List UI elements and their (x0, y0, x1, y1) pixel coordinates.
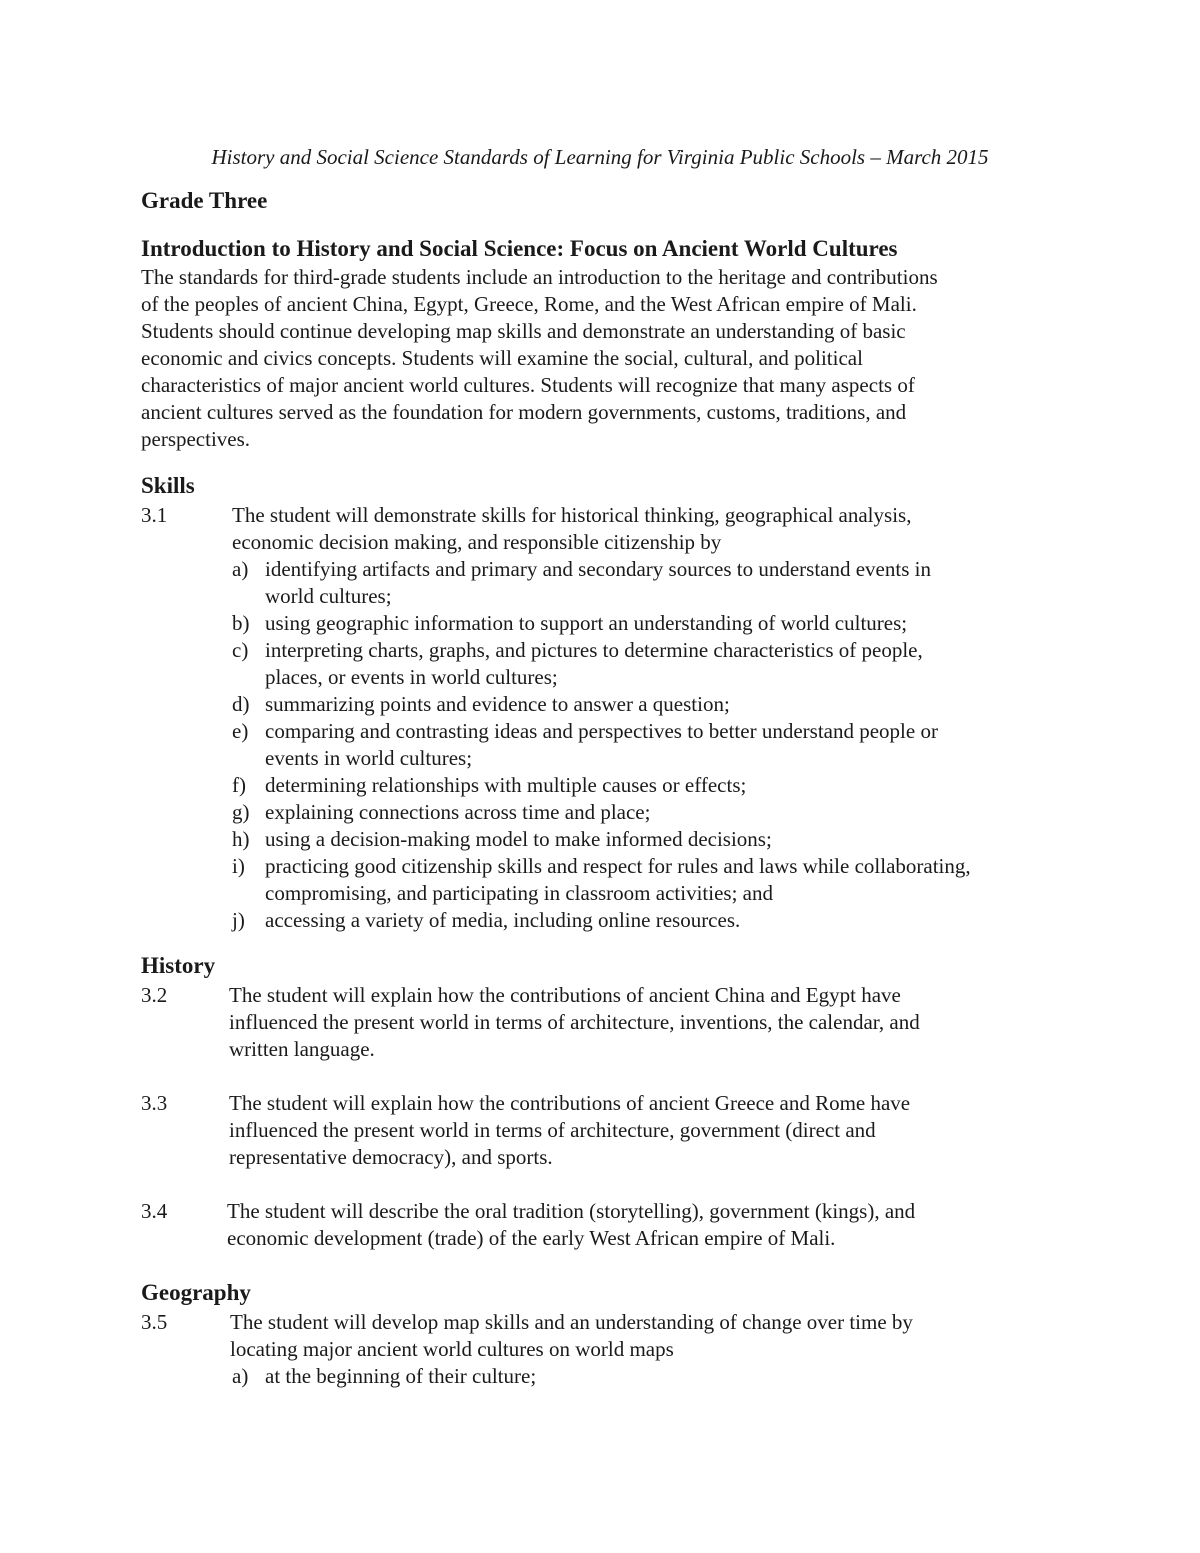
item-line: at the beginning of their culture; (265, 1364, 537, 1388)
standard-text (229, 1090, 910, 1171)
item-letter: b) (232, 611, 250, 635)
intro-line: characteristics of major ancient world cultures. Students will recognize that many aspects of (141, 373, 915, 397)
standard-line: influenced the present world in terms of architecture, government (direct and (229, 1118, 876, 1142)
standard-number: 3.1 (141, 503, 168, 527)
standard-line: The student will explain how the contributions of ancient Greece and Rome have (229, 1091, 911, 1115)
item-letter: d) (232, 692, 250, 716)
item-line: practicing good citizenship skills and respect for rules and laws while collaborating, (265, 854, 971, 878)
intro-line: economic and civics concepts. Students will examine the social, cultural, and political (141, 346, 863, 370)
intro-line: of the peoples of ancient China, Egypt, Greece, Rome, and the West African empire of Mali. (141, 292, 917, 316)
item-letter: a) (232, 1364, 249, 1388)
standard-number: 3.2 (141, 983, 168, 1007)
item-letter: j) (232, 908, 245, 932)
item-line: places, or events in world cultures; (265, 665, 558, 689)
standard-line: economic development (trade) of the early West African empire of Mali. (227, 1226, 836, 1250)
list-item (232, 799, 938, 826)
intro-paragraph (141, 264, 1071, 453)
section-heading-history: History (141, 953, 216, 978)
list-item (232, 718, 938, 772)
item-line: compromising, and participating in classroom activities; and (265, 881, 773, 905)
intro-line: perspectives. (141, 427, 251, 451)
item-letter: f) (232, 773, 246, 797)
list-item (232, 826, 938, 853)
item-letter: i) (232, 854, 245, 878)
item-line: using a decision-making model to make informed decisions; (265, 827, 772, 851)
item-line: explaining connections across time and place; (265, 800, 651, 824)
list-item (232, 610, 938, 637)
intro-title: Introduction to History and Social Science: Focus on Ancient World Cultures (141, 236, 898, 261)
item-line: events in world cultures; (265, 746, 473, 770)
standard-line: The student will describe the oral tradition (storytelling), government (kings), and (227, 1199, 916, 1223)
intro-line: Students should continue developing map skills and demonstrate an understanding of basic (141, 319, 906, 343)
standard-text (230, 1309, 913, 1363)
item-line: summarizing points and evidence to answer a question; (265, 692, 730, 716)
standard-line: influenced the present world in terms of architecture, inventions, the calendar, and (229, 1010, 920, 1034)
intro-line: ancient cultures served as the foundation for modern governments, customs, traditions, and (141, 400, 907, 424)
standard-line: The student will explain how the contributions of ancient China and Egypt have (229, 983, 901, 1007)
standard-line: written language. (229, 1037, 375, 1061)
list-item (232, 907, 938, 934)
item-line: interpreting charts, graphs, and pictures to determine characteristics of people, (265, 638, 923, 662)
grade-title: Grade Three (141, 188, 268, 213)
standard-item-list (232, 1363, 537, 1390)
item-letter: e) (232, 719, 249, 743)
intro-line: The standards for third-grade students include an introduction to the heritage and contributions (141, 265, 938, 289)
standard-item-list (232, 556, 971, 934)
item-letter: h) (232, 827, 250, 851)
standard-line: representative democracy), and sports. (229, 1145, 553, 1169)
standard-number: 3.5 (141, 1310, 168, 1334)
item-line: identifying artifacts and primary and secondary sources to understand events in (265, 557, 931, 581)
list-item (232, 637, 938, 691)
document-header: History and Social Science Standards of Learning for Virginia Public Schools – March 2015 (211, 145, 989, 169)
standard-number: 3.3 (141, 1091, 168, 1115)
list-item (232, 556, 938, 610)
standard-line: locating major ancient world cultures on world maps (230, 1337, 674, 1361)
standard-text (232, 502, 911, 556)
item-letter: a) (232, 557, 249, 581)
standard-number: 3.4 (141, 1199, 168, 1223)
standard-line: The student will develop map skills and an understanding of change over time by (230, 1310, 913, 1334)
standard-text (229, 982, 920, 1063)
list-item (232, 691, 938, 718)
item-letter: g) (232, 800, 250, 824)
item-line: accessing a variety of media, including online resources. (265, 908, 741, 932)
list-item (232, 1363, 537, 1390)
item-line: comparing and contrasting ideas and perspectives to better understand people or (265, 719, 938, 743)
standard-text (227, 1198, 915, 1252)
list-item (232, 772, 938, 799)
item-line: determining relationships with multiple causes or effects; (265, 773, 747, 797)
standard-line: economic decision making, and responsible citizenship by (232, 530, 722, 554)
section-heading-skills: Skills (141, 473, 195, 498)
item-line: using geographic information to support an understanding of world cultures; (265, 611, 908, 635)
list-item (232, 853, 971, 907)
item-letter: c) (232, 638, 249, 662)
item-line: world cultures; (265, 584, 392, 608)
standard-line: The student will demonstrate skills for historical thinking, geographical analysis, (232, 503, 912, 527)
section-heading-geography: Geography (141, 1280, 251, 1305)
